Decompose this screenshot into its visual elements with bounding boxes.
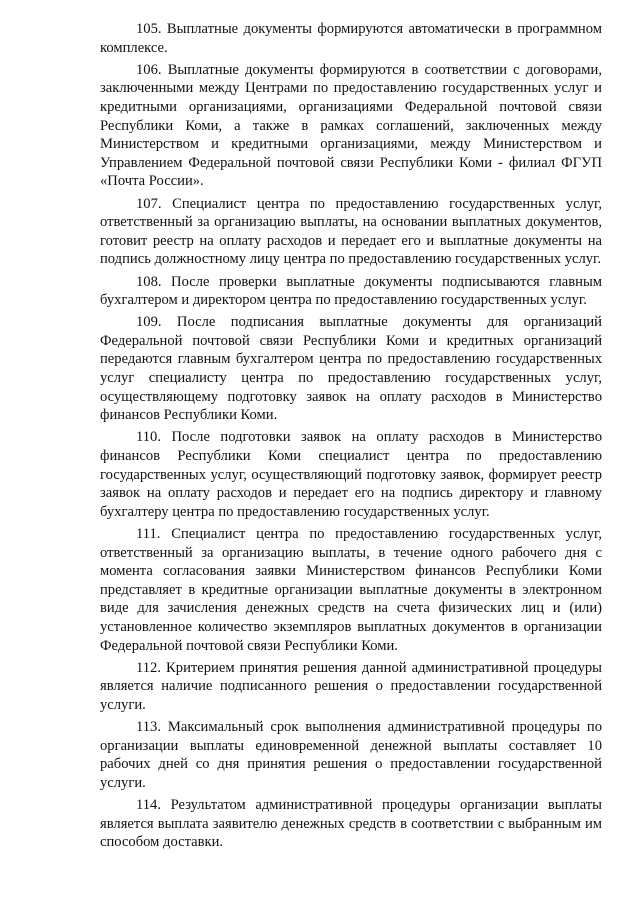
document-page — [100, 20, 602, 855]
paragraph-106: 106. Выплатные документы формируются в соответствии с договорами, заключенными между Центрами по предоставлению государственных услуг и кредитными организациями, организациями Федеральной почтовой связи Республики Коми, а также в рамках соглашений, заключенных между Министерством и кредитными организациями, между Министерством и Управлением Федеральной почтовой связи Республики Коми - филиал ФГУП «Почта России». — [100, 61, 602, 190]
paragraph-112: 112. Критерием принятия решения данной административной процедуры является наличие подписанного решения о предоставлении государственной услуги. — [100, 659, 602, 713]
paragraph-108: 108. После проверки выплатные документы подписываются главным бухгалтером и директором центра по предоставлению государственных услуг. — [100, 273, 602, 309]
paragraph-105: 105. Выплатные документы формируются автоматически в программном комплексе. — [100, 21, 602, 56]
paragraph-109: 109. После подписания выплатные документы для организаций Федеральной почтовой связи Республики Коми и кредитных организаций передаются главным бухгалтером центра по предоставлению государственных услуг специалисту центра по предоставлению государственных услуг, осуществляющему подготовку заявок на оплату расходов в Министерство финансов Республики Коми. — [100, 314, 602, 424]
paragraph-113: 113. Максимальный срок выполнения административной процедуры по организации выплаты единовременной денежной выплаты составляет 10 рабочих дней со дня принятия решения о предоставлении государственной услуги. — [100, 719, 602, 791]
paragraph-114: 114. Результатом административной процедуры организации выплаты является выплата заявителю денежных средств в соответствии с выбранным им способом доставки. — [100, 797, 602, 851]
paragraph-110: 110. После подготовки заявок на оплату расходов в Министерство финансов Республики Коми специалист центра по предоставлению государственных услуг, осуществляющий подготовку заявок, формирует реестр заявок на оплату расходов и передает его на подпись директору и главному бухгалтеру центра по предоставлению государственных услуг. — [100, 429, 602, 520]
paragraph-111: 111. Специалист центра по предоставлению государственных услуг, ответственный за организацию выплаты, в течение одного рабочего дня с момента согласования заявки Министерством финансов Республики Коми представляет в кредитные организации выплатные документы в электронном виде для зачисления денежных средств на счета физических лиц и (или) установленное количество экземпляров выплатных документов в организации Федеральной почтовой связи Республики Коми. — [100, 526, 602, 654]
paragraph-107: 107. Специалист центра по предоставлению государственных услуг, ответственный за организацию выплаты, на основании выплатных документов, готовит реестр на оплату расходов и передает его и выплатные документы на подпись должностному лицу центра по предоставлению государственных услуг. — [100, 195, 602, 268]
